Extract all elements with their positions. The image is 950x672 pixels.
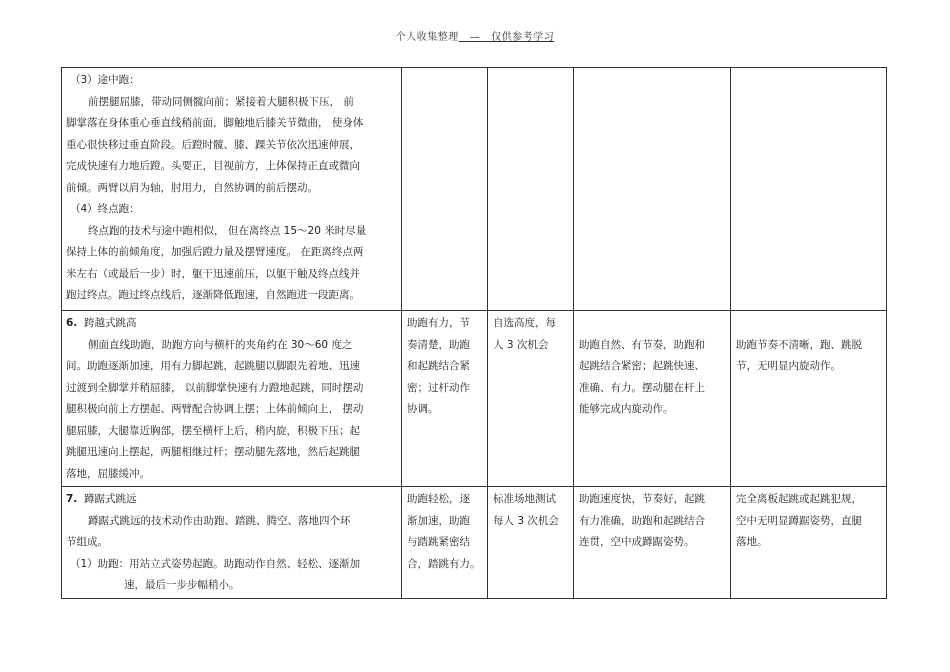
text-line: 前倾。两臂以肩为轴，肘用力，自然协调的前后摆动。	[66, 181, 318, 194]
text-line: 合，踏跳有力。	[407, 557, 481, 570]
method-cell	[488, 487, 574, 599]
text-line: 保持上体的前倾角度，加强后蹬力量及摆臂速度。 在距离终点两	[66, 246, 364, 258]
text-line: 每人 3 次机会	[493, 514, 559, 527]
header-right: 仅供参考学习	[491, 32, 555, 43]
technique-cell	[62, 487, 402, 599]
text-line: 人 3 次机会	[493, 338, 549, 351]
fail-cell	[731, 487, 887, 599]
text-line: 重心很快移过垂直阶段。后蹬时髋、膝、踝关节依次迅速伸展，	[66, 138, 360, 151]
page-header	[0, 28, 950, 43]
text-line: 密；过杆动作	[407, 381, 470, 394]
text-line: 能够完成内旋动作。	[579, 403, 674, 415]
text-line: 准确、有力。摆动腿在杆上	[579, 381, 705, 394]
text-line: 奏清楚，助跑	[407, 338, 470, 351]
text-line: 协调。	[407, 403, 439, 415]
text-line: 连贯，空中成蹲踞姿势。	[579, 536, 695, 548]
text-line: 助跑有力，节	[407, 317, 470, 329]
text-line: 助跑速度快，节奏好，起跳	[579, 493, 705, 505]
method-cell	[488, 311, 574, 487]
section-title: 6. 跨越式跳高	[66, 317, 137, 329]
text-line: 助跑轻松，逐	[407, 493, 470, 505]
text-line: 跳腿迅速向上摆起，两腿相继过杆；摆动腿先落地，然后起跳腿	[66, 446, 360, 458]
text-line: 蹲踞式跳远的技术动作由助跑、踏跳、腾空、落地四个环	[88, 514, 351, 527]
text-line: 腿积极向前上方摆起、两臂配合协调上摆；上体前倾向上， 摆动	[66, 403, 364, 415]
text-line: 侧面直线助跑，助跑方向与横杆的夹角约在 30～60 度之	[88, 338, 353, 351]
text-line	[736, 313, 880, 335]
technique-cell	[62, 311, 402, 487]
section-title: 7. 蹲踞式跳远	[66, 493, 137, 505]
method-cell	[488, 68, 574, 311]
text-line: （3）途中跑：	[70, 74, 140, 86]
table-row	[62, 68, 887, 311]
text-line: 和起跳结合紧	[407, 360, 470, 372]
fail-cell	[731, 68, 887, 311]
technique-cell	[62, 68, 402, 311]
text-line: 节组成。	[66, 536, 108, 548]
requirement-cell	[402, 311, 488, 487]
assessment-table	[61, 67, 887, 599]
text-line: 完全离板起跳或起跳犯规，	[736, 493, 862, 505]
text-line: 标准场地测试	[493, 493, 556, 505]
text-line: 过渡到全脚掌并稍屈膝， 以前脚掌快速有力蹬地起跳，同时摆动	[66, 381, 364, 394]
text-line: 起跳结合紧密；起跳快速、	[579, 360, 705, 372]
text-line: 脚掌落在身体重心垂直线稍前面，脚触地后膝关节微曲， 使身体	[66, 117, 364, 129]
text-line: 自选高度，每	[493, 317, 556, 329]
text-line: 完成快速有力地后蹬。头要正，目视前方，上体保持正直或微向	[66, 160, 360, 172]
header-left: 个人收集整理	[395, 32, 459, 43]
text-line: 落地，屈膝缓冲。	[66, 467, 150, 480]
header-separator: —	[469, 32, 481, 43]
text-line: 渐加速，助跑	[407, 514, 470, 527]
text-line: 落地。	[736, 536, 768, 548]
text-line: 助跑节奏不清晰，跑、跳脱	[736, 338, 862, 351]
text-line: 有力准确，助跑和起跳结合	[579, 514, 705, 527]
text-line: 与踏跳紧密结	[407, 536, 470, 548]
excellent-cell	[574, 311, 731, 487]
requirement-cell	[402, 68, 488, 311]
text-line: 终点跑的技术与途中跑相似， 但在离终点 15～20 米时尽量	[88, 224, 367, 237]
text-line: 空中无明显蹲踞姿势，直腿	[736, 514, 862, 527]
fail-cell	[731, 311, 887, 487]
text-line: 速，最后一步步幅稍小。	[124, 579, 240, 591]
text-line: 米左右（或最后一步）时，躯干迅速前压，以躯干触及终点线并	[66, 267, 360, 280]
table-row	[62, 487, 887, 599]
text-line: （1）助跑：用站立式姿势起跑。助跑动作自然、轻松、逐渐加	[70, 557, 361, 570]
text-line: 跑过终点。跑过终点线后，逐渐降低跑速，自然跑进一段距离。	[66, 289, 360, 301]
text-line: 节，无明显内旋动作。	[736, 360, 841, 372]
text-line: （4）终点跑：	[70, 203, 140, 215]
text-line: 前摆腿屈膝，带动同侧髋向前；紧接着大腿积极下压， 前	[88, 95, 354, 108]
text-line: 腿屈膝，大腿靠近胸部，摆至横杆上后，稍内旋，积极下压；起	[66, 424, 360, 437]
requirement-cell	[402, 487, 488, 599]
table-row	[62, 311, 887, 487]
excellent-cell	[574, 487, 731, 599]
excellent-cell	[574, 68, 731, 311]
text-line: 间。助跑逐渐加速，用有力脚起跳，起跳腿以脚跟先着地、迅速	[66, 360, 360, 372]
text-line	[579, 313, 724, 335]
text-line: 助跑自然、有节奏，助跑和	[579, 338, 705, 351]
